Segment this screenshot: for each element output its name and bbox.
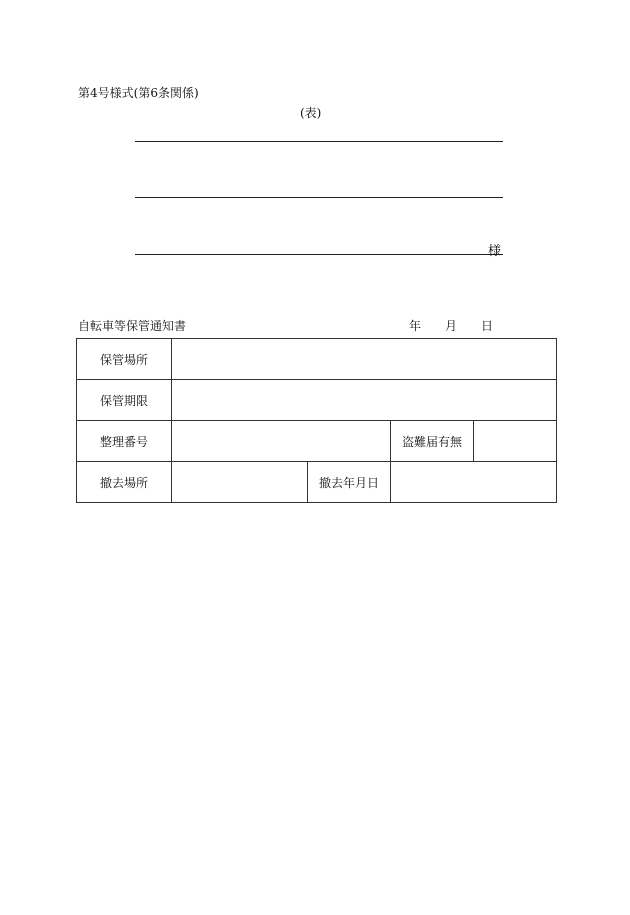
storage-place-label: 保管場所	[77, 339, 172, 380]
table-row	[77, 380, 557, 421]
removal-date-label: 撤去年月日	[308, 462, 391, 503]
reference-number-label: 整理番号	[77, 421, 172, 462]
addressee-line-3[interactable]	[135, 254, 503, 255]
form-number: 第4号様式(第6条関係)	[78, 86, 199, 100]
removal-date-field[interactable]	[391, 462, 557, 503]
theft-report-label: 盗難届有無	[391, 421, 474, 462]
notice-table	[76, 338, 557, 503]
date-month-label: 月	[445, 319, 458, 333]
storage-place-field[interactable]	[172, 339, 557, 380]
removal-place-field[interactable]	[172, 462, 308, 503]
storage-period-field[interactable]	[172, 380, 557, 421]
table-row	[77, 421, 557, 462]
storage-period-label: 保管期限	[77, 380, 172, 421]
table-row	[77, 339, 557, 380]
table-row	[77, 462, 557, 503]
addressee-line-1[interactable]	[135, 141, 503, 142]
removal-place-label: 撤去場所	[77, 462, 172, 503]
date-day-label: 日	[481, 319, 494, 333]
addressee-line-2[interactable]	[135, 197, 503, 198]
date-year-label: 年	[409, 319, 422, 333]
notice-title: 自転車等保管通知書	[78, 319, 187, 333]
theft-report-field[interactable]	[474, 421, 557, 462]
reference-number-field[interactable]	[172, 421, 391, 462]
honorific: 様	[488, 244, 502, 259]
side-label: (表)	[300, 106, 322, 120]
